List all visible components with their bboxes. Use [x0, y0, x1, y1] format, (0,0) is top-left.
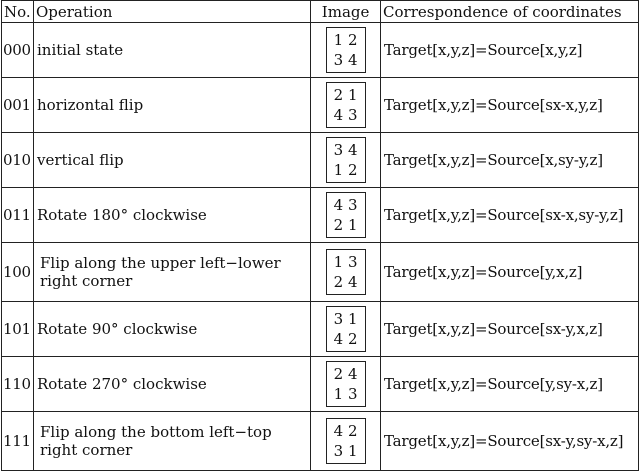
header-operation: Operation	[33, 1, 310, 23]
image-cell	[311, 23, 381, 78]
pixel-grid	[326, 249, 366, 295]
image-cell	[311, 357, 381, 412]
op-code: 100	[2, 243, 34, 302]
pixel-grid-row: 2 4	[333, 365, 358, 383]
table-row	[2, 243, 639, 302]
pixel-grid-row: 3 4	[333, 141, 358, 159]
op-name: Rotate 270° clockwise	[33, 357, 310, 412]
op-code: 001	[2, 78, 34, 133]
pixel-grid-row: 4 2	[333, 330, 358, 348]
pixel-grid-row: 3 1	[333, 310, 358, 328]
header-no: No.	[2, 1, 34, 23]
pixel-grid	[326, 82, 366, 128]
image-cell	[311, 188, 381, 243]
coordinate-mapping: Target[x,y,z]=Source[sx-x,y,z]	[381, 78, 639, 133]
op-code: 110	[2, 357, 34, 412]
table-row	[2, 357, 639, 412]
pixel-grid	[326, 192, 366, 238]
header-image: Image	[311, 1, 381, 23]
header-correspondence: Correspondence of coordinates	[381, 1, 639, 23]
op-name: vertical flip	[33, 133, 310, 188]
pixel-grid	[326, 27, 366, 73]
table-row	[2, 302, 639, 357]
pixel-grid	[326, 306, 366, 352]
table-row	[2, 412, 639, 471]
image-cell	[311, 302, 381, 357]
op-name	[33, 243, 310, 302]
op-code: 000	[2, 23, 34, 78]
op-name: initial state	[33, 23, 310, 78]
image-cell	[311, 412, 381, 471]
op-name: Rotate 90° clockwise	[33, 302, 310, 357]
pixel-grid	[326, 361, 366, 407]
pixel-grid-row: 1 2	[333, 161, 358, 179]
coordinate-mapping: Target[x,y,z]=Source[x,sy-y,z]	[381, 133, 639, 188]
pixel-grid-row: 1 2	[333, 31, 358, 49]
pixel-grid-row: 1 3	[333, 253, 358, 271]
op-code: 011	[2, 188, 34, 243]
pixel-grid-row: 4 2	[333, 422, 358, 440]
coordinate-mapping: Target[x,y,z]=Source[x,y,z]	[381, 23, 639, 78]
coordinate-mapping: Target[x,y,z]=Source[sx-y,x,z]	[381, 302, 639, 357]
image-cell	[311, 243, 381, 302]
op-name-text: Flip along the upper left−lower right corner	[39, 254, 281, 290]
pixel-grid	[326, 137, 366, 183]
coordinate-mapping: Target[x,y,z]=Source[sx-y,sy-x,z]	[381, 412, 639, 471]
pixel-grid-row: 3 1	[333, 442, 358, 460]
pixel-grid-row: 4 3	[333, 106, 358, 124]
image-cell	[311, 133, 381, 188]
pixel-grid-row: 2 1	[333, 216, 358, 234]
table-row	[2, 23, 639, 78]
coordinate-mapping: Target[x,y,z]=Source[y,x,z]	[381, 243, 639, 302]
op-name: Rotate 180° clockwise	[33, 188, 310, 243]
pixel-grid	[326, 418, 366, 464]
pixel-grid-row: 2 1	[333, 86, 358, 104]
table-header-row	[2, 1, 639, 23]
table-row	[2, 78, 639, 133]
coordinate-mapping: Target[x,y,z]=Source[sx-x,sy-y,z]	[381, 188, 639, 243]
image-cell	[311, 78, 381, 133]
pixel-grid-row: 3 4	[333, 51, 358, 69]
op-name-text: Flip along the bottom left−top right corner	[39, 423, 272, 459]
pixel-grid-row: 1 3	[333, 385, 358, 403]
op-code: 111	[2, 412, 34, 471]
pixel-grid-row: 4 3	[333, 196, 358, 214]
table-row	[2, 133, 639, 188]
operations-table	[1, 0, 639, 471]
op-name	[33, 412, 310, 471]
pixel-grid-row: 2 4	[333, 273, 358, 291]
op-code: 010	[2, 133, 34, 188]
op-name: horizontal flip	[33, 78, 310, 133]
coordinate-mapping: Target[x,y,z]=Source[y,sy-x,z]	[381, 357, 639, 412]
table-row	[2, 188, 639, 243]
op-code: 101	[2, 302, 34, 357]
